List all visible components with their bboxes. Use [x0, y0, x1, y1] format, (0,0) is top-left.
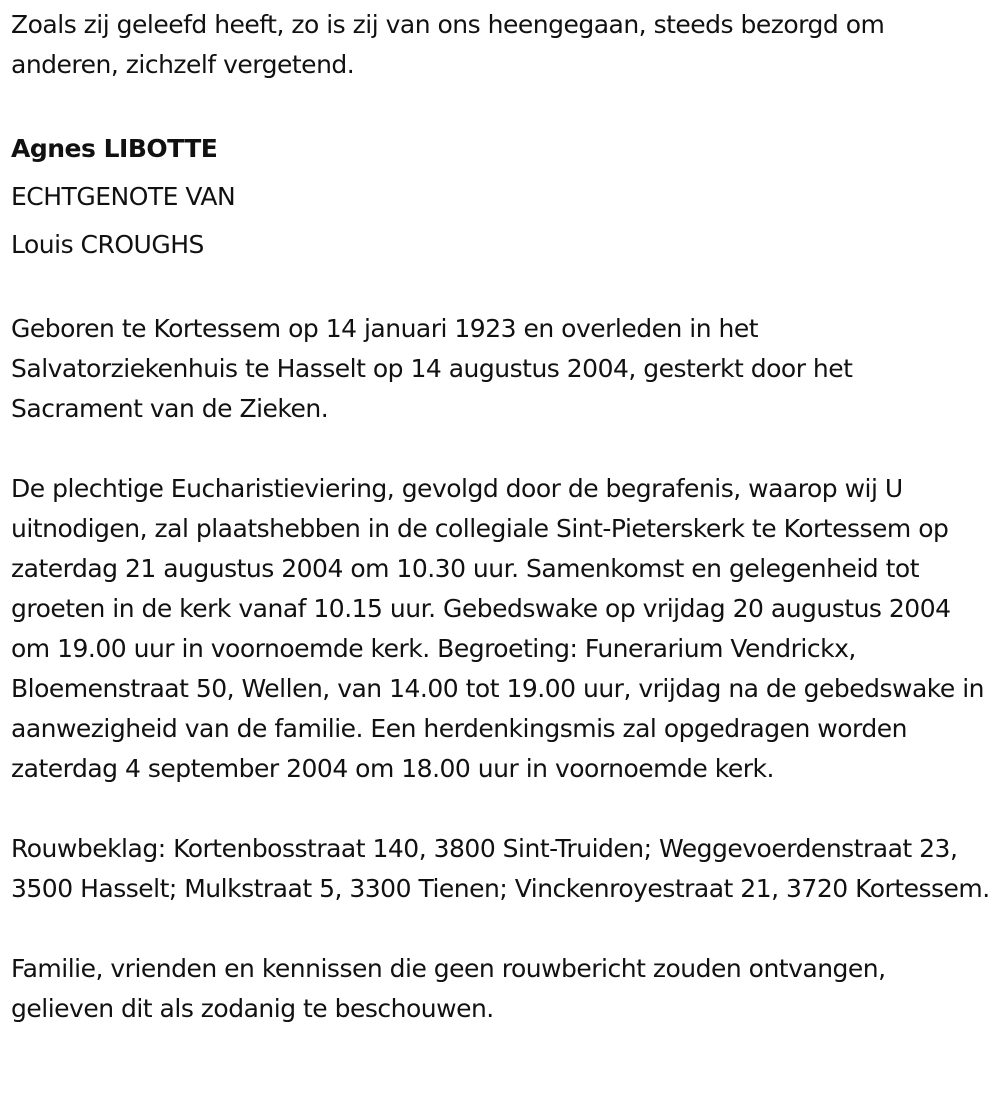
- relation-label: ECHTGENOTE VAN: [11, 182, 236, 211]
- opening-text: Zoals zij geleefd heeft, zo is zij van ons heengegaan, steeds bezorgd om anderen, zichzelf vergetend.: [11, 10, 885, 79]
- birth-death-text: Geboren te Kortessem op 14 januari 1923 en overleden in het Salvatorziekenhuis te Hasselt op 14 augustus 2004, gesterkt door het Sacrament van de Zieken.: [11, 314, 853, 423]
- deceased-name: Agnes LIBOTTE: [11, 134, 218, 163]
- closing-text: Familie, vrienden en kennissen die geen rouwbericht zouden ontvangen, gelieven dit als zodanig te beschouwen.: [11, 954, 886, 1023]
- obituary-notice: [11, 5, 991, 1029]
- condolences-text: Rouwbeklag: Kortenbosstraat 140, 3800 Sint-Truiden; Weggevoerdenstraat 23, 3500 Hasselt; Mulkstraat 5, 3300 Tienen; Vinckenroyestraat 21, 3720 Kortessem.: [11, 834, 990, 903]
- spouse-name: Louis CROUGHS: [11, 230, 204, 259]
- deceased-block: [11, 125, 991, 269]
- ceremony-text: De plechtige Eucharistieviering, gevolgd door de begrafenis, waarop wij U uitnodigen, zal plaatshebben in de collegiale Sint-Pieterskerk te Kortessem op zaterdag 21 augustus 2004 om 10.30 uur. Samenkomst en gelegenheid tot groeten in de kerk vanaf 10.15 uur. Gebedswake op vrijdag 20 augustus 2004 om 19.00 uur in voornoemde kerk. Begroeting: Funerarium Vendrickx, Bloemenstraat 50, Wellen, van 14.00 tot 19.00 uur, vrijdag na de gebedswake in aanwezigheid van de familie. Een herdenkingsmis zal opgedragen worden zaterdag 4 september 2004 om 18.00 uur in voornoemde kerk.: [11, 474, 984, 783]
